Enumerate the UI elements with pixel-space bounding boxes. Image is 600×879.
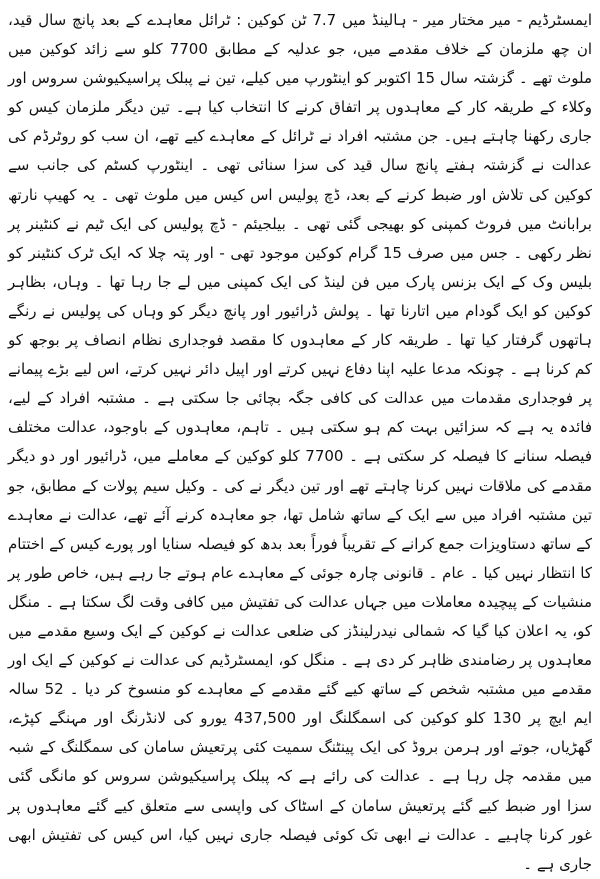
- article-body-paragraph: ایمسٹرڈیم - میر مختار میر - ہالینڈ میں 7.7 ٹن کوکین : ٹرائل معاہدے کے بعد پانچ سال قید، ان چھ ملزمان کے خلاف مقدمے میں، جو عدلیہ کے مطابق 7700 کلو سے زائد کوکین میں ملوث تھے ۔ گزشتہ سال 15 اکتوبر کو اینٹورپ میں کیلے، تین نے پبلک پراسیکیوشن سروس اور وکلاء کے طریقہ کار کے معاہدوں پر اتفاق کرنے کا انتخاب کیا ہے۔ تین دیگر ملزمان کیس کو جاری رکھنا چاہتے ہیں۔ جن مشتبہ افراد نے ٹرائل کے معاہدے کیے تھے، ان سب کو روٹرڈم کی عدالت نے گزشتہ ہفتے پانچ سال قید کی سزا سنائی تھی ۔ اینٹورپ کسٹم کی جانب سے کوکین کی تلاش اور ضبط کرنے کے بعد، ڈچ پولیس اس کیس میں ملوث تھی ۔ یہ کھیپ نارتھ برابانٹ میں فروٹ کمپنی کو بھیجی گئی تھی ۔ بیلجیئم - ڈچ پولیس کی ایک ٹیم نے کنٹینر پر نظر رکھی ۔ جس میں صرف 15 گرام کوکین موجود تھی - اور پتہ چلا کہ ایک ٹرک کنٹینر کو بلیس وک کے ایک بزنس پارک میں فن لینڈ کی ایک کمپنی میں لے جا رہا تھا ۔ وہاں، بظاہر کوکین کو ایک گودام میں اتارنا تھا ۔ پولش ڈرائیور اور پانچ دیگر کو وہاں کی پولیس نے رنگے ہاتھوں گرفتار کیا تھا ۔ طریقہ کار کے معاہدوں کا مقصد فوجداری نظام انصاف پر بوجھ کو کم کرنا ہے ۔ چونکہ مدعا علیہ اپنا دفاع نہیں کرتے اور اپیل دائر نہیں کرتے، اس لیے بڑے پیمانے پر فوجداری مقدمات میں عدالت کی کافی جگہ بچائی جا سکتی ہے ۔ مشتبہ افراد کے لیے، فائدہ یہ ہے کہ سزائیں بہت کم ہو سکتی ہیں ۔ تاہم، معاہدوں کے باوجود، عدالت مختلف فیصلہ سنانے کا فیصلہ کر سکتی ہے ۔ 7700 کلو کوکین کے معاملے میں، ڈرائیور اور دو دیگر مقدمے کی ملاقات نہیں کرنا چاہتے تھے اور تین دیگر نے کی ۔ وکیل سیم پولات کے مطابق، جو تین مشتبہ افراد میں سے ایک کے ساتھ شامل تھا، جو معاہدہ کرنے آئے تھے، عدالت نے معاہدے کے ساتھ دستاویزات جمع کرانے کے تقریباً فوراً بعد بدھ کو فیصلہ سنایا اور پورے کیس کے اختتام کا انتظار نہیں کیا ۔ عام ۔ قانونی چارہ جوئی کے معاہدے عام ہوتے جا رہے ہیں، خاص طور پر منشیات کے پیچیدہ معاملات میں جہاں عدالت کی تفتیش میں کافی وقت لگ سکتا ہے ۔ منگل کو، یہ اعلان کیا گیا کہ شمالی نیدرلینڈز کی ضلعی عدالت نے کوکین کے ایک وسیع مقدمے میں معاہدوں پر رضامندی ظاہر کر دی ہے ۔ منگل کو، ایمسٹرڈیم کی عدالت نے کوکین کے ایک اور مقدمے میں مشتبہ شخص کے ساتھ کیے گئے مقدمے کے معاہدے کو منسوخ کر دیا ۔ 52 سالہ ایم ایچ پر 130 کلو کوکین کی اسمگلنگ اور 437,500 یورو کی لانڈرنگ اور مہنگے کپڑے، گھڑیاں، جوتے اور ہرمن بروڈ کی ایک پینٹنگ سمیت کئی پرتعیش سامان کی سمگلنگ کے شبہ میں مقدمہ چل رہا ہے ۔ عدالت کی رائے ہے کہ پبلک پراسیکیوشن سروس کو مانگی گئی سزا اور ضبط کیے گئے پرتعیش سامان کے اسٹاک کی واپسی سے متعلق کیے گئے معاہدوں پر غور کرنا چاہیے ۔ عدالت نے ابھی تک کوئی فیصلہ جاری نہیں کیا، اس کیس کی تفتیش ابھی جاری ہے ۔: [8, 11, 593, 873]
